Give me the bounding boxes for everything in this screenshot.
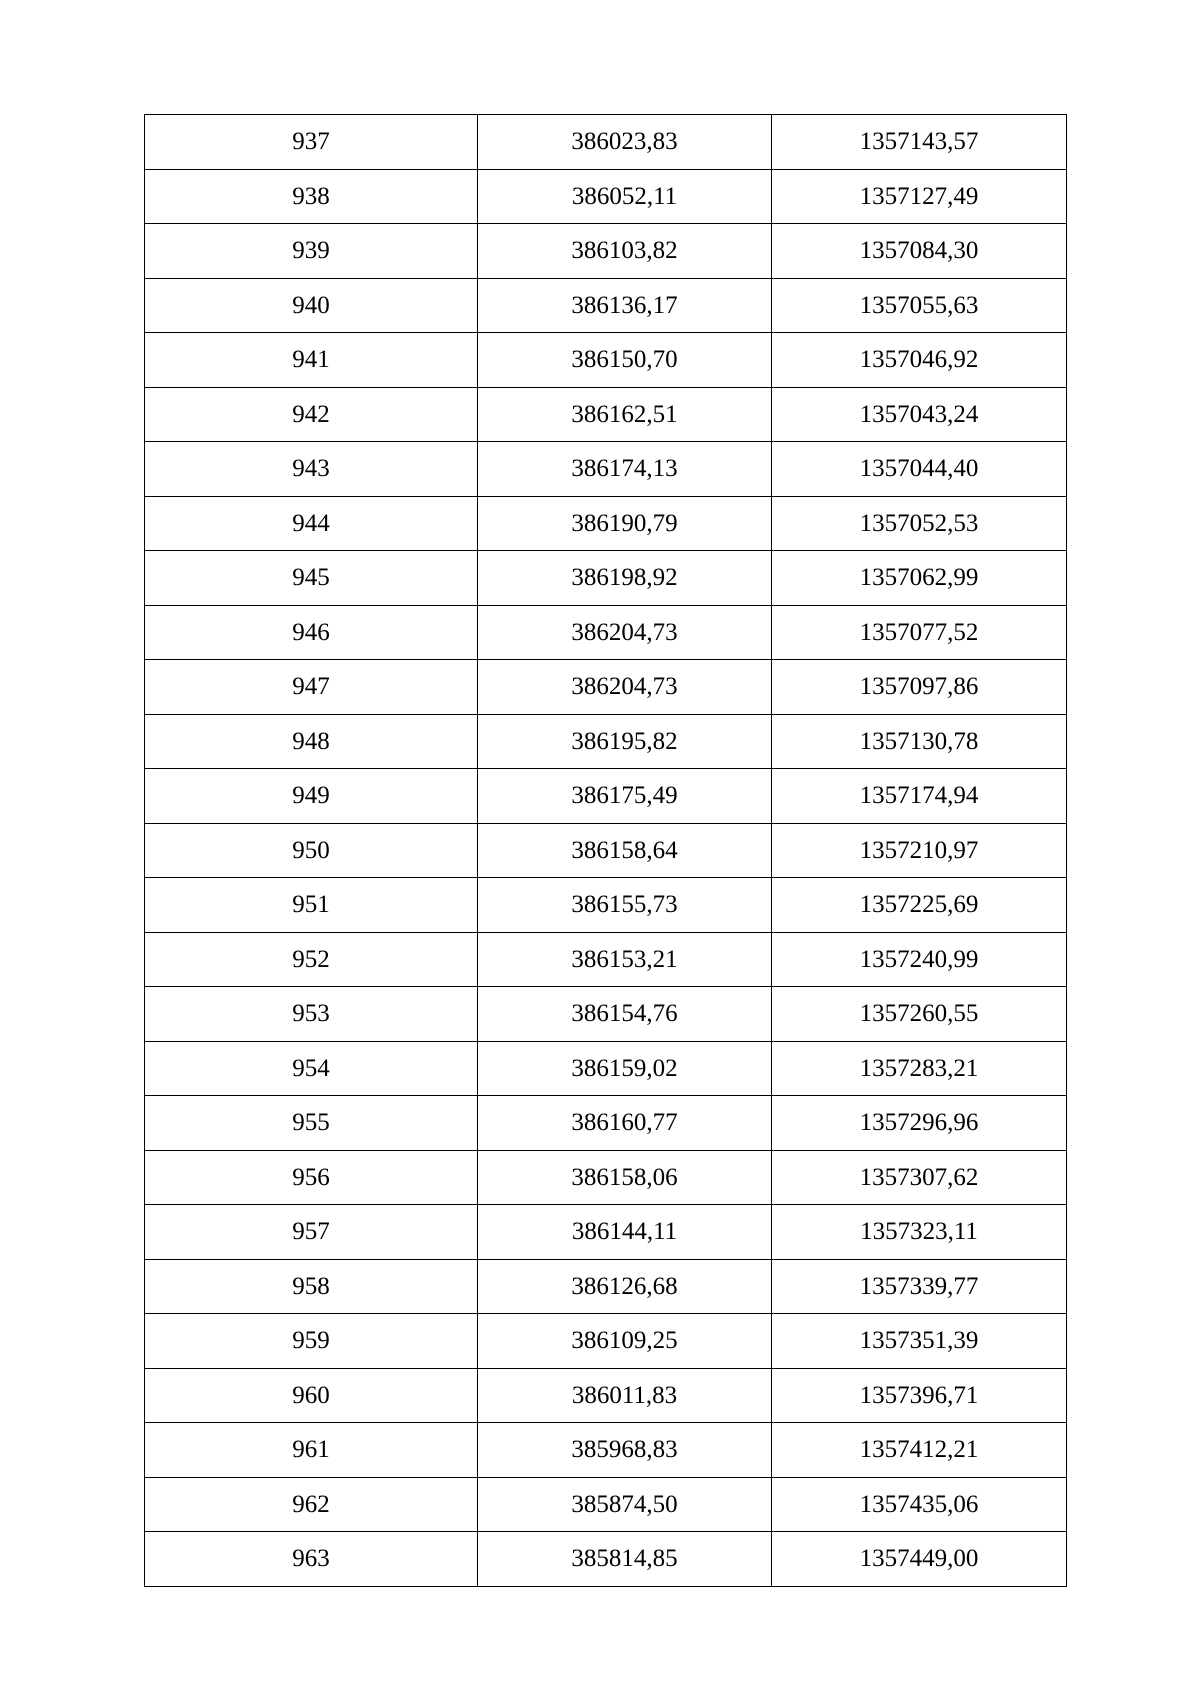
table-row: [145, 605, 1067, 660]
table-row: [145, 551, 1067, 606]
point-number-cell: 948: [145, 714, 478, 769]
x-coordinate-cell: 385814,85: [478, 1532, 772, 1587]
point-number-cell: 956: [145, 1150, 478, 1205]
x-coordinate-cell: 386198,92: [478, 551, 772, 606]
table-row: [145, 442, 1067, 497]
table-row: [145, 1150, 1067, 1205]
point-number-cell: 959: [145, 1314, 478, 1369]
table-row: [145, 1041, 1067, 1096]
y-coordinate-cell: 1357097,86: [772, 660, 1067, 715]
y-coordinate-cell: 1357435,06: [772, 1477, 1067, 1532]
x-coordinate-cell: 386136,17: [478, 278, 772, 333]
point-number-cell: 941: [145, 333, 478, 388]
y-coordinate-cell: 1357260,55: [772, 987, 1067, 1042]
y-coordinate-cell: 1357307,62: [772, 1150, 1067, 1205]
point-number-cell: 950: [145, 823, 478, 878]
table-row: [145, 1096, 1067, 1151]
point-number-cell: 945: [145, 551, 478, 606]
x-coordinate-cell: 386153,21: [478, 932, 772, 987]
point-number-cell: 946: [145, 605, 478, 660]
y-coordinate-cell: 1357044,40: [772, 442, 1067, 497]
y-coordinate-cell: 1357174,94: [772, 769, 1067, 824]
point-number-cell: 960: [145, 1368, 478, 1423]
y-coordinate-cell: 1357339,77: [772, 1259, 1067, 1314]
coordinates-table-body: [145, 115, 1067, 1587]
table-row: [145, 496, 1067, 551]
x-coordinate-cell: 386195,82: [478, 714, 772, 769]
table-row: [145, 1423, 1067, 1478]
table-row: [145, 1368, 1067, 1423]
y-coordinate-cell: 1357130,78: [772, 714, 1067, 769]
y-coordinate-cell: 1357046,92: [772, 333, 1067, 388]
y-coordinate-cell: 1357296,96: [772, 1096, 1067, 1151]
x-coordinate-cell: 386103,82: [478, 224, 772, 279]
table-row: [145, 278, 1067, 333]
point-number-cell: 943: [145, 442, 478, 497]
point-number-cell: 957: [145, 1205, 478, 1260]
y-coordinate-cell: 1357210,97: [772, 823, 1067, 878]
point-number-cell: 951: [145, 878, 478, 933]
point-number-cell: 939: [145, 224, 478, 279]
x-coordinate-cell: 386126,68: [478, 1259, 772, 1314]
x-coordinate-cell: 386174,13: [478, 442, 772, 497]
table-row: [145, 1314, 1067, 1369]
x-coordinate-cell: 386011,83: [478, 1368, 772, 1423]
x-coordinate-cell: 386204,73: [478, 660, 772, 715]
point-number-cell: 953: [145, 987, 478, 1042]
x-coordinate-cell: 385874,50: [478, 1477, 772, 1532]
point-number-cell: 940: [145, 278, 478, 333]
y-coordinate-cell: 1357351,39: [772, 1314, 1067, 1369]
x-coordinate-cell: 385968,83: [478, 1423, 772, 1478]
table-row: [145, 115, 1067, 170]
table-row: [145, 1532, 1067, 1587]
x-coordinate-cell: 386204,73: [478, 605, 772, 660]
table-row: [145, 387, 1067, 442]
point-number-cell: 944: [145, 496, 478, 551]
table-row: [145, 878, 1067, 933]
x-coordinate-cell: 386190,79: [478, 496, 772, 551]
table-row: [145, 987, 1067, 1042]
y-coordinate-cell: 1357077,52: [772, 605, 1067, 660]
x-coordinate-cell: 386158,06: [478, 1150, 772, 1205]
y-coordinate-cell: 1357055,63: [772, 278, 1067, 333]
point-number-cell: 947: [145, 660, 478, 715]
point-number-cell: 942: [145, 387, 478, 442]
x-coordinate-cell: 386175,49: [478, 769, 772, 824]
point-number-cell: 962: [145, 1477, 478, 1532]
table-row: [145, 823, 1067, 878]
point-number-cell: 954: [145, 1041, 478, 1096]
point-number-cell: 949: [145, 769, 478, 824]
point-number-cell: 958: [145, 1259, 478, 1314]
point-number-cell: 937: [145, 115, 478, 170]
x-coordinate-cell: 386150,70: [478, 333, 772, 388]
y-coordinate-cell: 1357396,71: [772, 1368, 1067, 1423]
y-coordinate-cell: 1357283,21: [772, 1041, 1067, 1096]
table-row: [145, 714, 1067, 769]
point-number-cell: 963: [145, 1532, 478, 1587]
table-row: [145, 932, 1067, 987]
x-coordinate-cell: 386159,02: [478, 1041, 772, 1096]
point-number-cell: 938: [145, 169, 478, 224]
table-row: [145, 224, 1067, 279]
y-coordinate-cell: 1357240,99: [772, 932, 1067, 987]
y-coordinate-cell: 1357225,69: [772, 878, 1067, 933]
x-coordinate-cell: 386155,73: [478, 878, 772, 933]
table-row: [145, 333, 1067, 388]
table-row: [145, 769, 1067, 824]
table-row: [145, 660, 1067, 715]
y-coordinate-cell: 1357143,57: [772, 115, 1067, 170]
table-row: [145, 169, 1067, 224]
x-coordinate-cell: 386109,25: [478, 1314, 772, 1369]
point-number-cell: 955: [145, 1096, 478, 1151]
point-number-cell: 952: [145, 932, 478, 987]
y-coordinate-cell: 1357127,49: [772, 169, 1067, 224]
table-row: [145, 1259, 1067, 1314]
y-coordinate-cell: 1357323,11: [772, 1205, 1067, 1260]
y-coordinate-cell: 1357043,24: [772, 387, 1067, 442]
y-coordinate-cell: 1357062,99: [772, 551, 1067, 606]
x-coordinate-cell: 386154,76: [478, 987, 772, 1042]
y-coordinate-cell: 1357412,21: [772, 1423, 1067, 1478]
table-row: [145, 1477, 1067, 1532]
x-coordinate-cell: 386144,11: [478, 1205, 772, 1260]
x-coordinate-cell: 386023,83: [478, 115, 772, 170]
y-coordinate-cell: 1357084,30: [772, 224, 1067, 279]
y-coordinate-cell: 1357449,00: [772, 1532, 1067, 1587]
x-coordinate-cell: 386160,77: [478, 1096, 772, 1151]
point-number-cell: 961: [145, 1423, 478, 1478]
x-coordinate-cell: 386162,51: [478, 387, 772, 442]
table-row: [145, 1205, 1067, 1260]
coordinates-table: [144, 114, 1067, 1587]
y-coordinate-cell: 1357052,53: [772, 496, 1067, 551]
x-coordinate-cell: 386052,11: [478, 169, 772, 224]
x-coordinate-cell: 386158,64: [478, 823, 772, 878]
